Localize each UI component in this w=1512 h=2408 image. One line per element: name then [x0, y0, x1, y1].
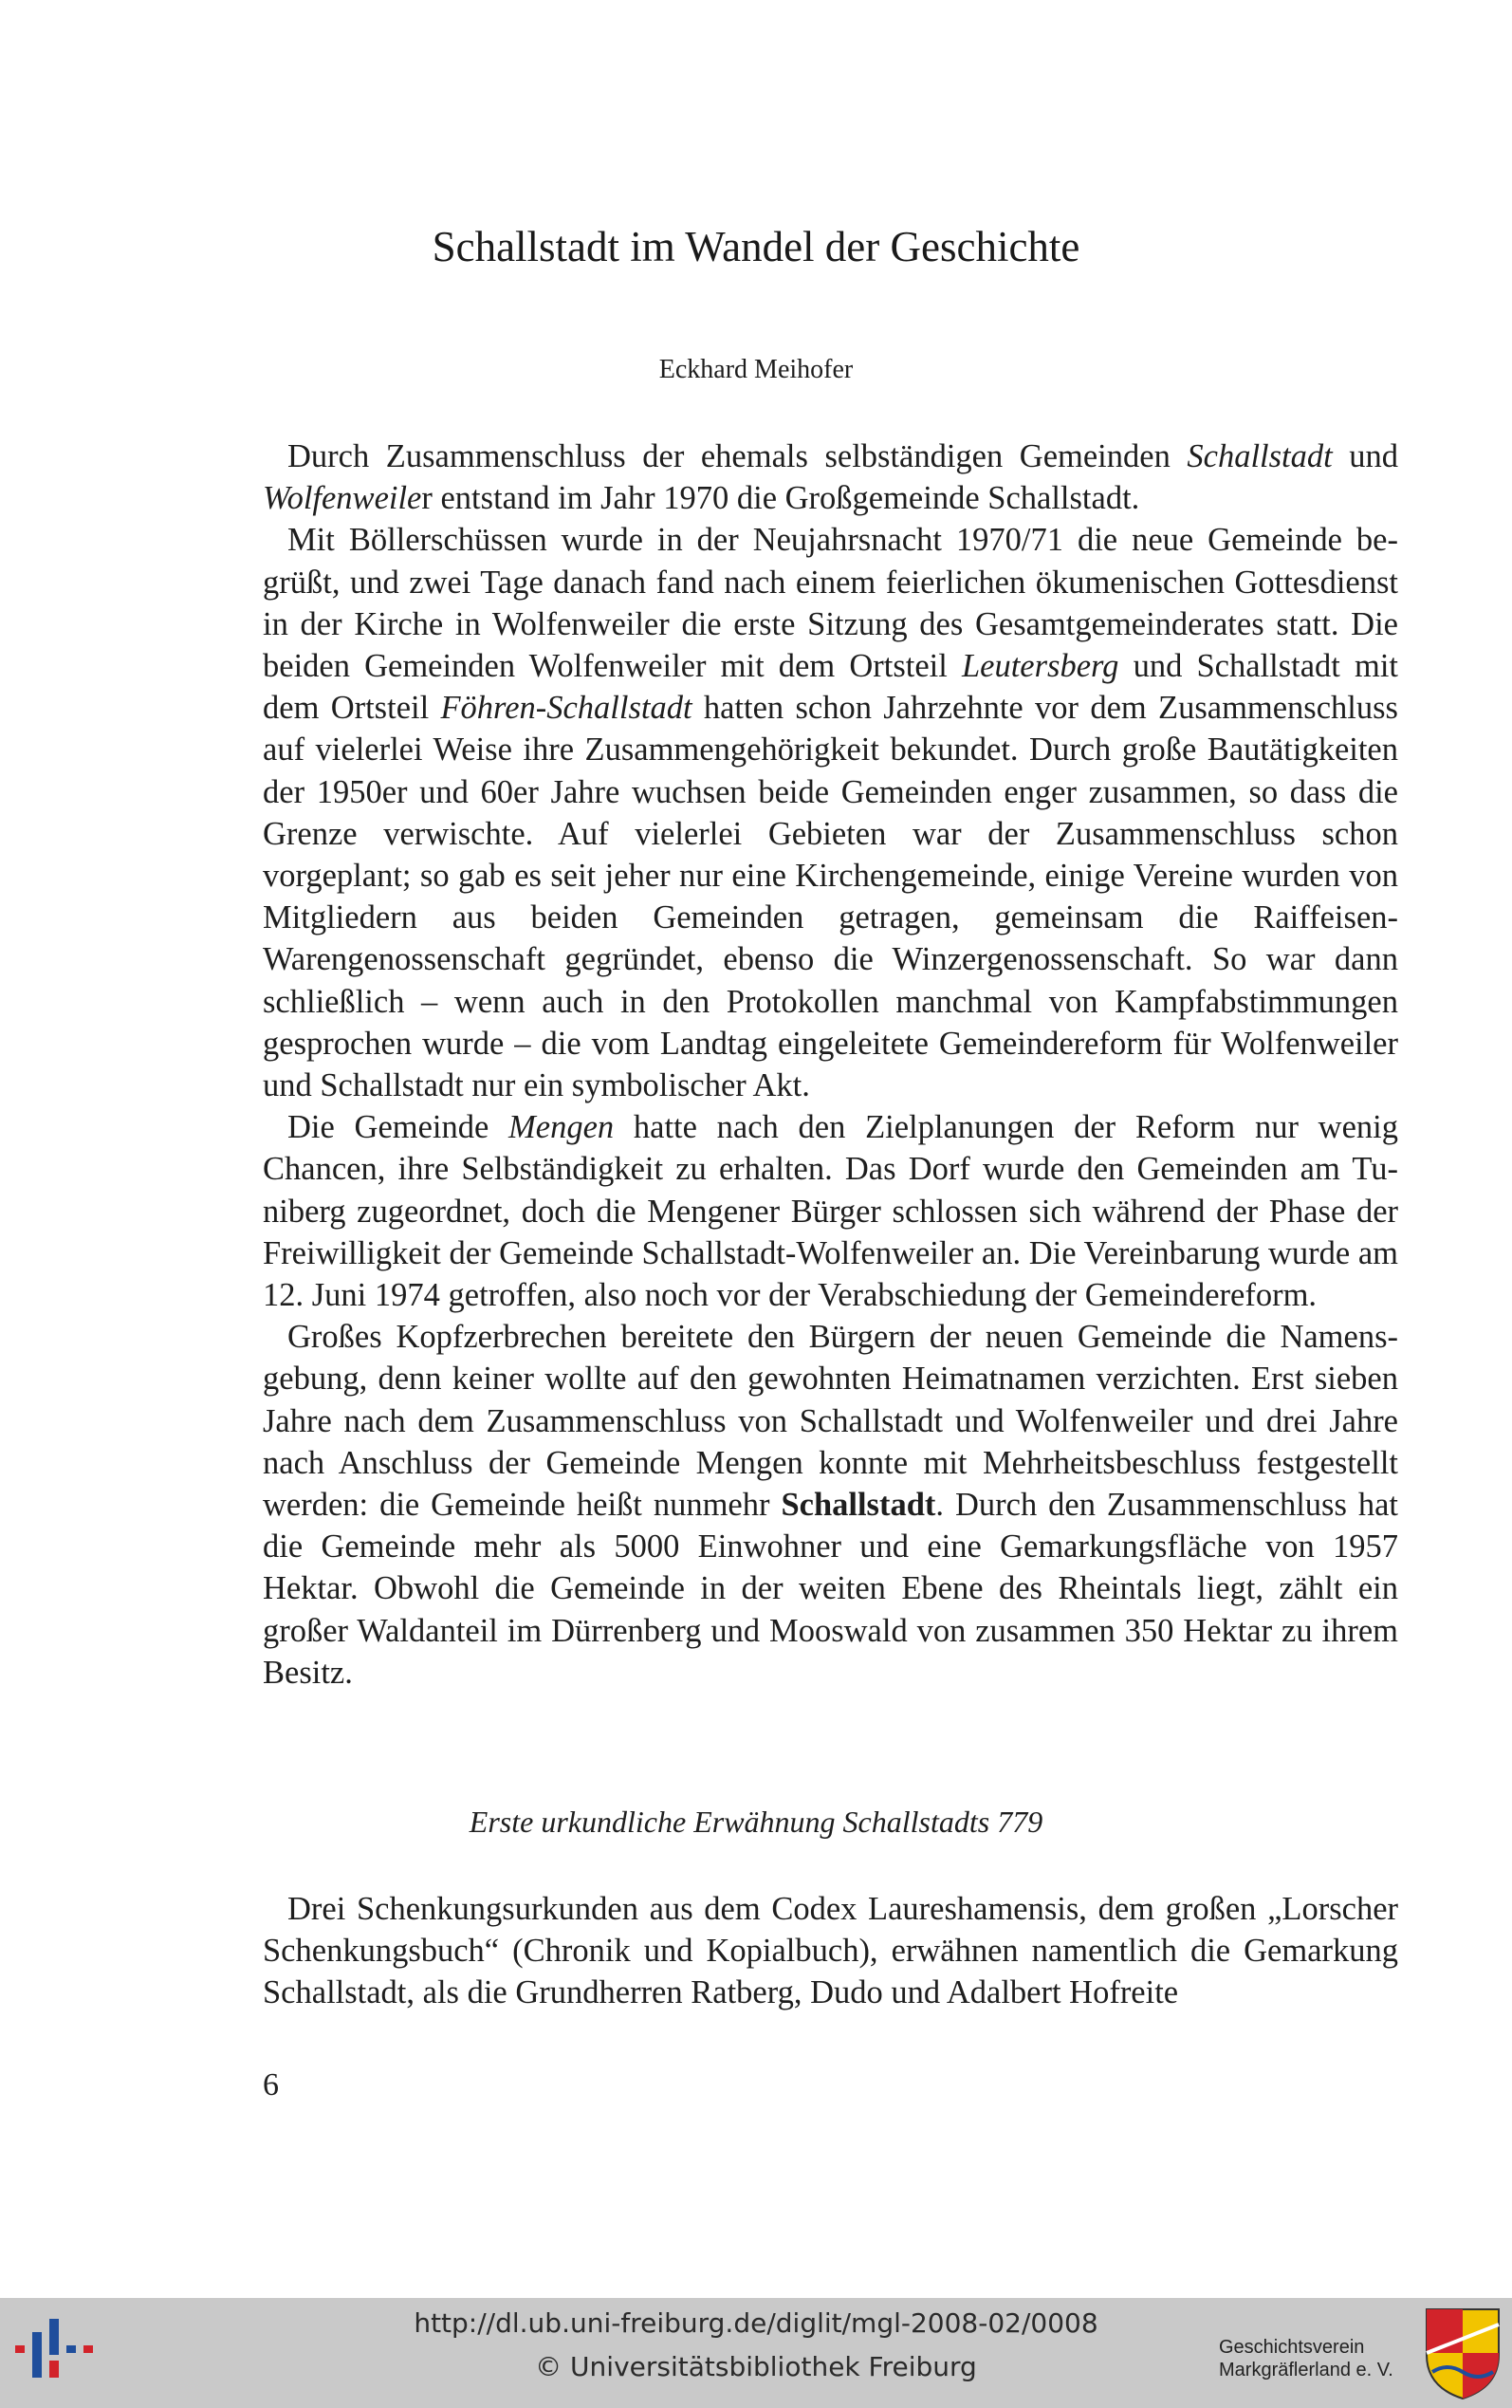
- page-number: 6: [263, 2067, 279, 2102]
- society-name: [1219, 2336, 1418, 2381]
- society-name-line1: Geschichtsverein: [1219, 2337, 1365, 2358]
- paragraph: [263, 1106, 1398, 1316]
- text-run: Durch Zusammenschluss der ehemals selbständigen Gemeinden: [287, 438, 1188, 474]
- society-crest-icon: [1423, 2306, 1503, 2400]
- paragraph: [263, 519, 1398, 1106]
- paragraph: [263, 1888, 1398, 2014]
- text-run: Mit Böllerschüssen wurde in der Neujahrsnacht 1970/71 die neue Gemeinde begrüßt, und zwei Tage danach fand nach einem feierlichen ökumenischen Gottesdienst in der Kirche in Wolfenweiler die erste Sitzung des Gesamtgemeinderates statt. Die beiden Gemeinden Wolfenweiler mit dem Ortsteil: [263, 522, 1398, 685]
- italic-text: Mengen: [508, 1109, 615, 1146]
- section-heading: Erste urkundliche Erwähnung Schallstadts 779: [469, 1805, 1043, 1839]
- italic-text: Schallstadt: [1187, 438, 1333, 474]
- body-text: [263, 435, 1398, 1694]
- italic-text: Leutersberg: [961, 648, 1119, 685]
- footer-bar: [0, 2298, 1512, 2408]
- text-run: Großes Kopfzerbrechen bereitete den Bürgern der neuen Gemeinde die Namensgebung, denn keiner wollte auf den gewohnten Heimatnamen verzichten. Erst sieben Jahre nach dem Zusammenschluss von Schallstadt und Wolfenweiler und drei Jahre nach Anschluss der Gemeinde Mengen konnte mit Mehrheitsbeschluss festgestellt werden: die Gemeinde heißt nunmehr: [263, 1319, 1398, 1524]
- source-url[interactable]: http://dl.ub.uni-freiburg.de/diglit/mgl-2008-02/0008: [414, 2307, 1098, 2339]
- copyright-notice: © Universitätsbibliothek Freiburg: [535, 2351, 977, 2382]
- text-run: und: [1332, 438, 1399, 474]
- body-text-section-2: [263, 1888, 1398, 2014]
- text-run: und Schallstadt mit dem Ortsteil: [263, 648, 1398, 727]
- paragraph: [263, 435, 1398, 519]
- text-run: Die Gemeinde: [287, 1109, 509, 1146]
- society-name-line2: Markgräflerland e. V.: [1219, 2360, 1393, 2380]
- bold-text: Schallstadt: [781, 1487, 936, 1524]
- text-run: hatten schon Jahrzehnte vor dem Zusammenschluss auf vielerlei Weise ihre Zusammengehörigkeit bekundet. Durch große Bautätigkeiten der 1950er und 60er Jahre wuchsen beide Gemeinden enger zusammen, so dass die Grenze verwischte. Auf vielerlei Gebieten war der Zusammenschluss schon vorgeplant; so gab es seit jeher nur eine Kirchengemeinde, einige Vereine wurden von Mitgliedern aus beiden Gemeinden getragen, gemeinsam die Raiffeisen-Warengenossenschaft gegründet, ebenso die Winzergenossenschaft. So war dann schließlich – wenn auch in den Protokollen manchmal von Kampfabstimmungen gesprochen wurde – die vom Landtag eingeleitete Gemeindereform für Wolfenweiler und Schallstadt nur ein symbolischer Akt.: [263, 690, 1398, 1104]
- text-run: . Durch den Zusammenschluss hat die Gemeinde mehr als 5000 Einwohner und eine Gemarkungsfläche von 1957 Hektar. Obwohl die Gemeinde in der weiten Ebene des Rheintals liegt, zählt ein großer Waldanteil im Dürrenberg und Mooswald von zusammen 350 Hektar zu ihrem Besitz.: [263, 1487, 1399, 1691]
- paragraph: [263, 1316, 1398, 1694]
- text-run: Drei Schenkungsurkunden aus dem Codex Laureshamensis, dem großen „Lorscher Schenkungsbuch“ (Chronik und Kopialbuch), erwähnen namentlich die Gemarkung Schallstadt, als die Grundherren Ratberg, Dudo und Adalbert Hofreite: [263, 1891, 1398, 2011]
- italic-text: Föhren-Schallstadt: [440, 690, 692, 727]
- text-run: hatte nach den Zielplanungen der Reform nur wenig Chancen, ihre Selbständigkeit zu erhalten. Das Dorf wurde den Gemeinden am Tuniberg zugeordnet, doch die Mengener Bürger schlossen sich während der Phase der Freiwilligkeit der Gemeinde Schallstadt-Wolfenweiler an. Die Vereinbarung wurde am 12. Juni 1974 getroffen, also noch vor der Verabschiedung der Gemeindereform.: [263, 1109, 1398, 1314]
- author-name: Eckhard Meihofer: [658, 355, 854, 384]
- italic-text: Wolfenweile: [263, 480, 422, 517]
- text-run: r entstand im Jahr 1970 die Großgemeinde Schallstadt.: [421, 480, 1140, 517]
- page-title: Schallstadt im Wandel der Geschichte: [432, 223, 1080, 270]
